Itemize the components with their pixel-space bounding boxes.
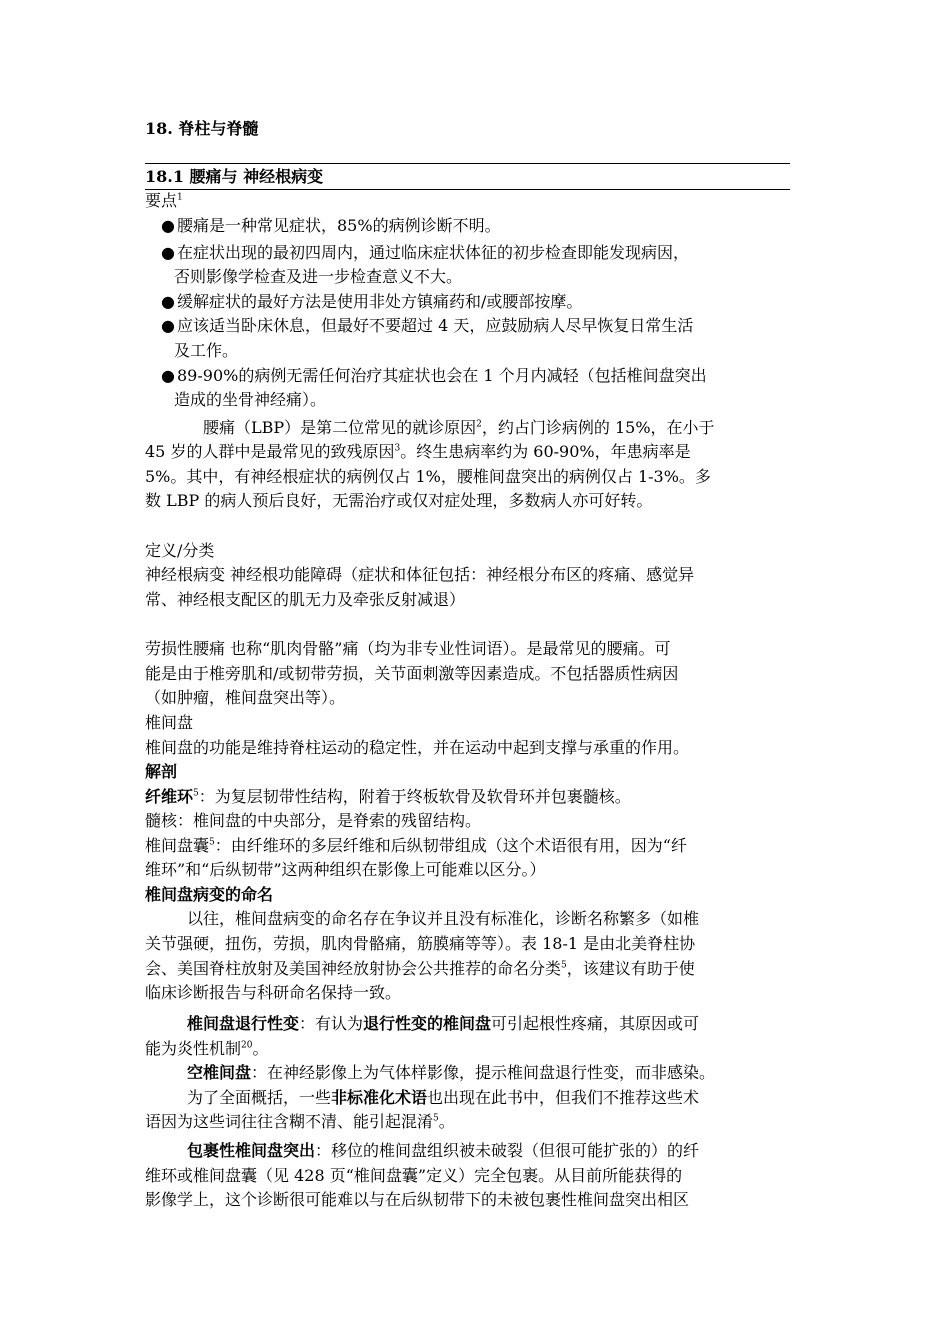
- nomenclature-heading: 椎间盘病变的命名: [145, 885, 274, 904]
- bullet-icon: ●: [161, 366, 175, 385]
- key-point-4: ● 应该适当卧床休息，但最好不要超过 4 天，应鼓励病人尽早恢复日常生活: [161, 314, 693, 338]
- chapter-title: 18. 脊柱与脊髓: [145, 119, 259, 138]
- key-point-2-cont: 否则影像学检查及进一步检查意义不大。: [174, 267, 463, 286]
- degeneration-line-1: 椎间盘退行性变：有认为退行性变的椎间盘可引起根性疼痛，其原因或可: [187, 1014, 700, 1033]
- key-point-2: ● 在症状出现的最初四周内，通过临床症状体征的初步检查即能发现病因，: [161, 241, 689, 265]
- key-point-4-cont: 及工作。: [174, 341, 239, 360]
- disc-heading: 椎间盘: [145, 713, 194, 732]
- nonstandard-line-1: 为了全面概括，一些非标准化术语也出现在此书中，但我们不推荐这些术: [187, 1088, 700, 1107]
- radiculopathy-line-2: 常、神经根支配区的肌无力及牵张反射减退）: [145, 590, 466, 609]
- key-points-label: 要点$^1$: [145, 191, 183, 210]
- radiculopathy-line-1: 神经根病变 神经根功能障碍（症状和体征包括：神经根分布区的疼痛、感觉异: [145, 565, 695, 584]
- disc-function: 椎间盘的功能是维持脊柱运动的稳定性，并在运动中起到支撑与承重的作用。: [145, 738, 690, 757]
- bullet-icon: ●: [161, 243, 175, 262]
- nomenclature-p1-line-1: 以往，椎间盘病变的命名存在争议并且没有标准化，诊断名称繁多（如椎: [187, 909, 700, 928]
- annulus-definition: 纤维环$^5$：为复层韧带性结构，附着于终板软骨及软骨环并包裹髓核。: [145, 787, 631, 806]
- intro-line-1: 腰痛（LBP）是第二位常见的就诊原因$^2$，约占门诊病例的 15%，在小于: [203, 418, 715, 437]
- intro-line-4: 数 LBP 的病人预后良好，无需治疗或仅对症处理，多数病人亦可好转。: [145, 491, 653, 510]
- contained-herniation-line-2: 维环或椎间盘囊（见 428 页“椎间盘囊”定义）完全包裹。从目前所能获得的: [145, 1166, 683, 1185]
- key-point-3: ● 缓解症状的最好方法是使用非处方镇痛药和/或腰部按摩。: [161, 290, 582, 314]
- capsule-definition-line-1: 椎间盘囊$^5$：由纤维环的多层纤维和后纵韧带组成（这个术语很有用，因为“纤: [145, 836, 687, 855]
- nucleus-definition: 髓核：椎间盘的中央部分，是脊索的残留结构。: [145, 811, 482, 830]
- nonstandard-line-2: 语因为这些词往往含糊不清、能引起混淆$^5$。: [145, 1112, 455, 1131]
- key-point-5: ● 89-90%的病例无需任何治疗其症状也会在 1 个月内减轻（包括椎间盘突出: [161, 364, 707, 388]
- strain-line-2: 能是由于椎旁肌和/或韧带劳损，关节面刺激等因素造成。不包括器质性病因: [145, 664, 679, 683]
- nomenclature-p1-line-2: 关节强硬，扭伤，劳损，肌肉骨骼痛，筋膜痛等等）。表 18-1 是由北美脊柱协: [145, 934, 696, 953]
- bullet-icon: ●: [161, 316, 175, 335]
- intro-line-3: 5%。其中，有神经根症状的病例仅占 1%，腰椎间盘突出的病例仅占 1-3%。多: [145, 467, 711, 486]
- strain-line-1: 劳损性腰痛 也称“肌肉骨骼”痛（均为非专业性词语）。是最常见的腰痛。可: [145, 639, 671, 658]
- contained-herniation-line-1: 包裹性椎间盘突出：移位的椎间盘组织被未破裂（但很可能扩张的）的纤: [187, 1141, 700, 1160]
- vacuum-disc-line: 空椎间盘：在神经影像上为气体样影像，提示椎间盘退行性变，而非感染。: [187, 1063, 716, 1082]
- section-title: 18.1 腰痛与 神经根病变: [145, 167, 324, 186]
- bullet-icon: ●: [161, 292, 175, 311]
- capsule-definition-line-2: 维环”和“后纵韧带”这两种组织在影像上可能难以区分。）: [145, 860, 546, 879]
- key-point-1: ● 腰痛是一种常见症状，85%的病例诊断不明。: [161, 214, 501, 238]
- section-bottom-rule: [145, 189, 790, 190]
- anatomy-heading: 解剖: [145, 762, 178, 781]
- intro-line-2: 45 岁的人群中是最常见的致残原因$^3$。终生患病率约为 60-90%，年患病率是: [145, 442, 691, 461]
- section-top-rule: [145, 163, 790, 164]
- definition-heading: 定义/分类: [145, 541, 215, 560]
- strain-line-3: （如肿瘤，椎间盘突出等）。: [145, 688, 346, 707]
- key-point-5-cont: 造成的坐骨神经痛）。: [174, 390, 327, 409]
- degeneration-line-2: 能为炎性机制$^{20}$。: [145, 1039, 269, 1058]
- bullet-icon: ●: [161, 216, 175, 235]
- nomenclature-p1-line-4: 临床诊断报告与科研命名保持一致。: [145, 983, 402, 1002]
- nomenclature-p1-line-3: 会、美国脊柱放射及美国神经放射协会公共推荐的命名分类$^5$，该建议有助于使: [145, 959, 695, 978]
- contained-herniation-line-3: 影像学上，这个诊断很可能难以与在后纵韧带下的未被包裹性椎间盘突出相区: [145, 1190, 690, 1209]
